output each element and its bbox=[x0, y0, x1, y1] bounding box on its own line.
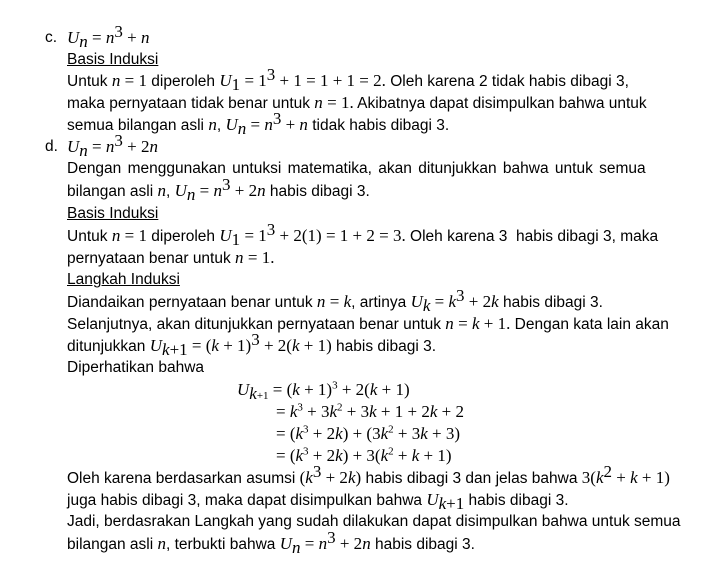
d-intro1: Dengan menggunakan untuksi matematika, akan ditunjukkan bahwa untuk semua bbox=[67, 160, 646, 177]
d-step1: Diandaikan pernyataan benar untuk n = k, artinya $U_k = k^3 + 2k$ habis dibagi 3. bbox=[67, 285, 603, 316]
d-step4: Diperhatikan bahwa bbox=[67, 359, 205, 376]
item-marker-c: c. bbox=[45, 29, 58, 46]
equation-line-3: = $(k^3 + 2k) + (3k^2 + 3k + 3)$ bbox=[276, 423, 461, 443]
d-concl3: Jadi, berdasrakan Langkah yang sudah dilakukan dapat disimpulkan bahwa untuk semua bbox=[67, 513, 681, 530]
d-concl1: Oleh karena berdasarkan asumsi $(k^3 + 2k)$ habis dibagi 3 dan jelas bahwa $3(k^2 + k + 1)$ bbox=[67, 461, 670, 487]
heading-d: $U_n = n^3 + 2n$ bbox=[67, 130, 158, 161]
d-step3: ditunjukkan $U_{k+1} = (k + 1)^3 + 2(k + 1)$ habis dibagi 3. bbox=[67, 329, 437, 360]
c-line1: Untuk n = 1 diperoleh $U_1 = 1^3 + 1 = 1 + 1 = 2$. Oleh karena 2 tidak habis dibagi 3, bbox=[67, 64, 629, 95]
d-step2: Selanjutnya, akan ditunjukkan pernyataan benar untuk n = k + 1. Dengan kata lain akan bbox=[67, 314, 669, 333]
d-basis1: Untuk n = 1 diperoleh $U_1 = 1^3 + 2(1) = 1 + 2 = 3$. Oleh karena 3 habis dibagi 3, maka bbox=[67, 219, 659, 250]
equation-line-4: = $(k^3 + 2k) + 3(k^2 + k + 1)$ bbox=[276, 445, 452, 465]
equation-line-2: = $k^3 + 3k^2 + 3k + 1 + 2k + 2$ bbox=[276, 401, 464, 421]
d-concl2: juga habis dibagi 3, maka dapat disimpulkan bahwa $U_{k+1}$ habis dibagi 3. bbox=[67, 490, 569, 514]
d-basis2: pernyataan benar untuk n = 1. bbox=[67, 248, 275, 267]
equation-line-1: $U_{k+1} = (k + 1)^3 + 2(k + 1)$ bbox=[237, 379, 410, 404]
d-intro2: bilangan asli n, $U_n = n^3 + 2n$ habis dibagi 3. bbox=[67, 174, 370, 205]
step-title-d: Langkah Induksi bbox=[67, 271, 180, 288]
c-line2: maka pernyataan tidak benar untuk n = 1. Akibatnya dapat disimpulkan bahwa untuk bbox=[67, 93, 647, 112]
item-marker-d: d. bbox=[45, 138, 58, 155]
basis-title-c: Basis Induksi bbox=[67, 51, 159, 68]
d-concl4: bilangan asli n, terbukti bahwa $U_n = n^3 + 2n$ habis dibagi 3. bbox=[67, 527, 475, 558]
heading-c: $U_n = n^3 + n$ bbox=[67, 21, 150, 52]
basis-title-d: Basis Induksi bbox=[67, 205, 159, 222]
c-line3: semua bilangan asli n, $U_n = n^3 + n$ tidak habis dibagi 3. bbox=[67, 108, 450, 139]
